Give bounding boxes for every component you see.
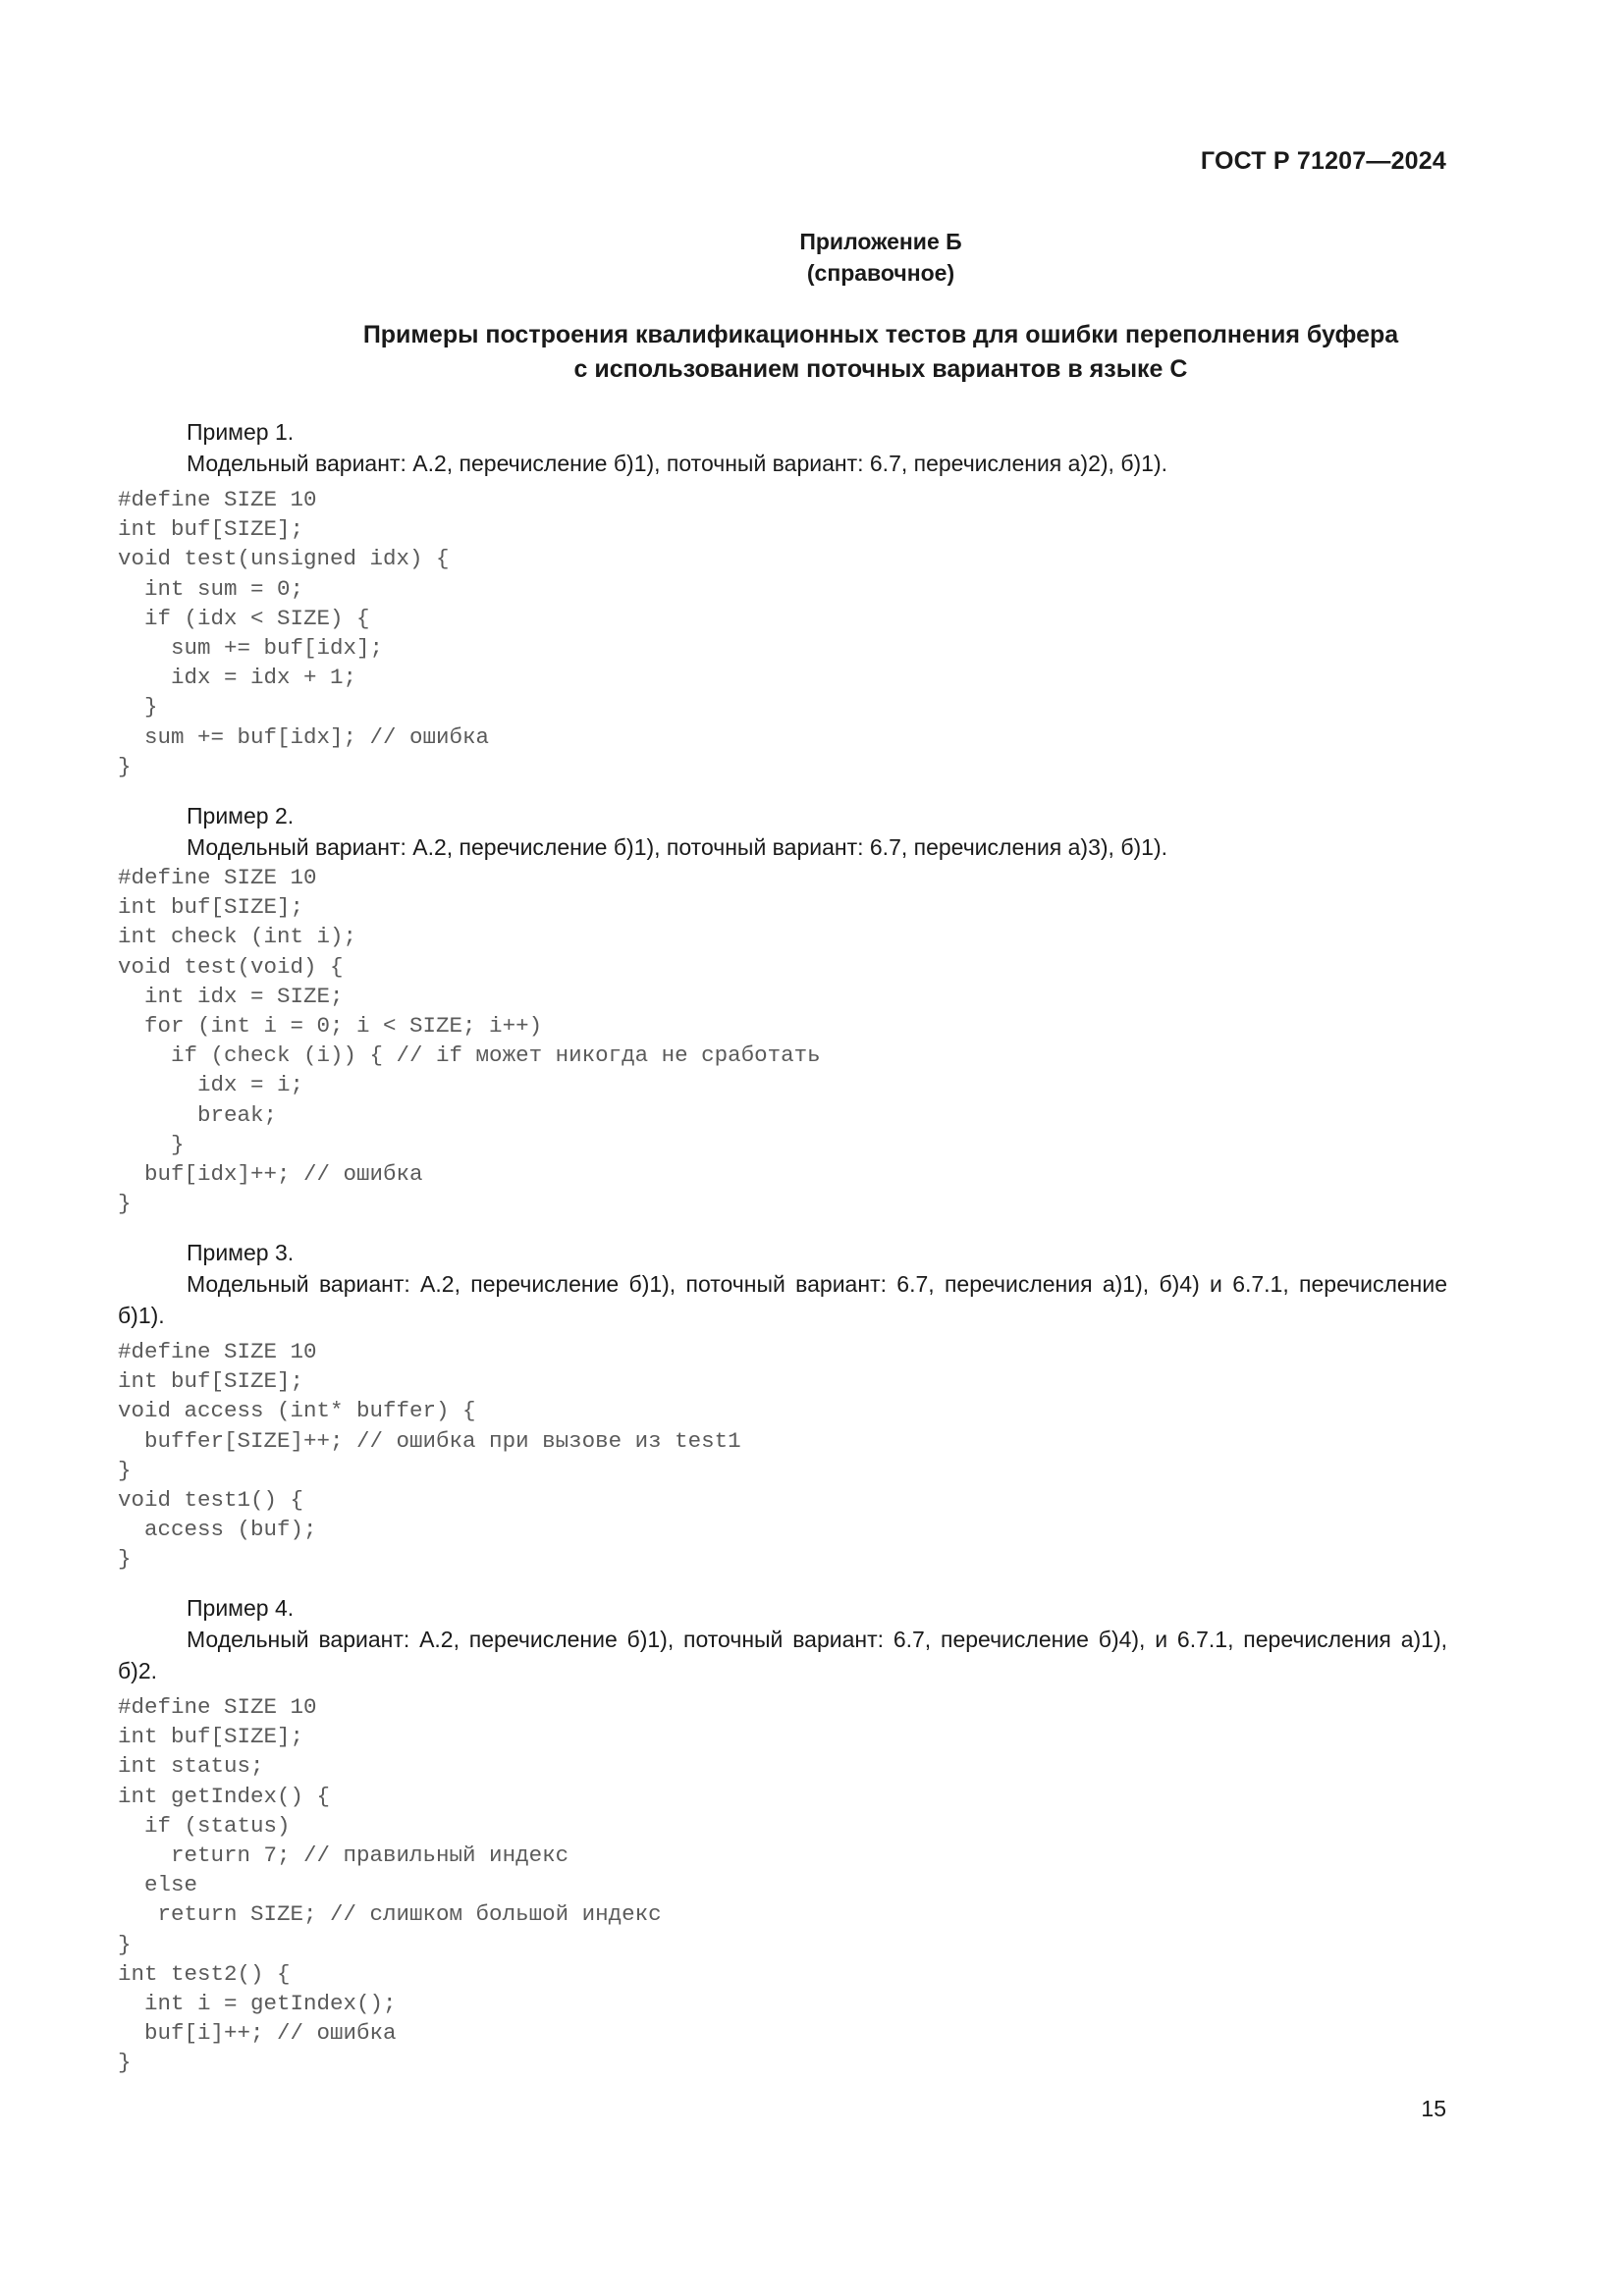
example-description: Модельный вариант: А.2, перечисление б)1), поточный вариант: 6.7, перечисления а)2), б)1). [187,451,1167,476]
code-listing: #define SIZE 10 int buf[SIZE]; void test(unsigned idx) { int sum = 0; if (idx < SIZE) { sum += buf[idx]; idx = idx + 1; } sum += buf[idx]; // ошибка } [118,487,490,779]
example-1 [118,416,1447,781]
page-number: 15 [1421,2096,1446,2121]
appendix-kind: (справочное) [806,260,955,286]
code-listing: #define SIZE 10 int buf[SIZE]; int status; int getIndex() { if (status) return 7; // правильный индекс else return SIZE; // слишком большой индекс } int test2() { int i = getIndex(); buf[i]++; // ошибка } [118,1694,662,2076]
example-description: Модельный вариант: А.2, перечисление б)1), поточный вариант: 6.7, перечисления а)1), б)4) и 6.7.1, перечисление б)1). [118,1271,1447,1328]
appendix-label: Приложение Б [799,229,962,254]
code-listing: #define SIZE 10 int buf[SIZE]; int check (int i); void test(void) { int idx = SIZE; for (int i = 0; i < SIZE; i++) if (check (i)) { // if может никогда не сработать idx = i; break; } buf[idx]++; // ошибка } [118,865,821,1217]
document-code: ГОСТ Р 71207—2024 [1200,147,1446,175]
section-title [0,318,1624,387]
example-heading: Пример 3. [187,1240,295,1265]
example-2 [118,800,1447,1218]
example-4 [118,1592,1447,2078]
section-title-line-2: с использованием поточных вариантов в языке С [573,355,1188,383]
appendix-heading [0,226,1624,289]
example-heading: Пример 1. [187,419,295,445]
code-listing: #define SIZE 10 int buf[SIZE]; void access (int* buffer) { buffer[SIZE]++; // ошибка при вызове из test1 } void test1() { access (buf); } [118,1339,741,1573]
example-description: Модельный вариант: А.2, перечисление б)1), поточный вариант: 6.7, перечисления а)3), б)1). [187,834,1167,860]
section-title-line-1: Примеры построения квалификационных тестов для ошибки переполнения буфера [362,321,1399,348]
example-description: Модельный вариант: А.2, перечисление б)1), поточный вариант: 6.7, перечисление б)4), и 6.7.1, перечисления а)1), б)2. [118,1627,1447,1683]
example-heading: Пример 2. [187,803,295,828]
example-3 [118,1237,1447,1575]
example-heading: Пример 4. [187,1595,295,1621]
